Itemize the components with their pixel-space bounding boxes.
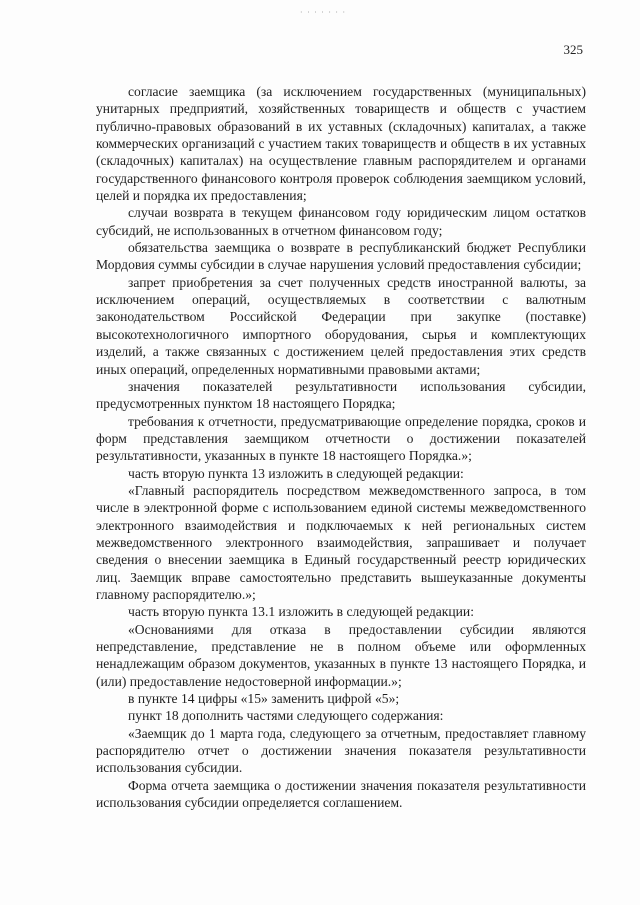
paragraph: «Основаниями для отказа в предоставлении субсидии являются непредставление, представление не в полном объеме или оформленных ненадлежащим образом документов, указанных в пункте 13 настоящего Порядка, и (или) предоставление недостоверной информации.»; [96,621,586,689]
paragraph: «Заемщик до 1 марта года, следующего за отчетным, предоставляет главному распорядителю отчет о достижении значения показателя результативности использования субсидии. [96,725,586,776]
paragraph: требования к отчетности, предусматривающие определение порядка, сроков и форм представления заемщиком отчетности о достижении показателей результативности, указанных в пункте 18 настоящего Порядка.»; [96,413,586,464]
paragraph: часть вторую пункта 13.1 изложить в следующей редакции: [128,604,474,620]
paragraph: случаи возврата в текущем финансовом году юридическим лицом остатков субсидий, не использованных в отчетном финансовом году; [96,205,586,238]
paragraph: пункт 18 дополнить частями следующего содержания: [128,708,444,724]
paragraph: Форма отчета заемщика о достижении значения показателя результативности использования субсидии определяется соглашением. [96,777,586,811]
paragraph: «Главный распорядитель посредством межведомственного запроса, в том числе в электронной форме с использованием единой системы межведомственного электронного взаимодействия и подключаемых к ней региональных систем межведомственного электронного взаимодействия, запрашивает и получает сведения о внесении заемщика в Единый государственный реестр юридических лиц. Заемщик вправе самостоятельно представить вышеуказанные документы главному распорядителю.»; [96,482,586,602]
scan-artifact: · · · · · · · [300,8,347,17]
paragraph: значения показателей результативности использования субсидии, предусмотренных пунктом 18 настоящего Порядка; [96,378,586,412]
paragraph: запрет приобретения за счет полученных средств иностранной валюты, за исключением операций, осуществляемых в соответствии с валютным законодательством Российской Федерации при закупке (поставке) высокотехнологичного импортного оборудования, сырья и комплектующих изделий, а также связанных с достижением целей предоставления этих средств иных операций, определенных нормативными правовыми актами; [96,274,586,377]
paragraph: часть вторую пункта 13 изложить в следующей редакции: [128,465,464,481]
page-number: 325 [563,42,583,57]
paragraph: согласие заемщика (за исключением государственных (муниципальных) унитарных предприятий, хозяйственных товариществ и обществ с участием публично-правовых образований в их уставных (складочных) капиталах, а также коммерческих организаций с участием таких товариществ и обществ в их уставных (складочных) капиталах) на осуществление главным распорядителем и органами государственного финансового контроля проверок соблюдения заемщиком условий, целей и порядка их предоставления; [96,84,586,204]
paragraph: обязательства заемщика о возврате в республиканский бюджет Республики Мордовия суммы субсидии в случае нарушения условий предоставления субсидии; [96,240,586,273]
paragraph: в пункте 14 цифры «15» заменить цифрой «5»; [128,691,400,707]
document-body [96,83,586,811]
